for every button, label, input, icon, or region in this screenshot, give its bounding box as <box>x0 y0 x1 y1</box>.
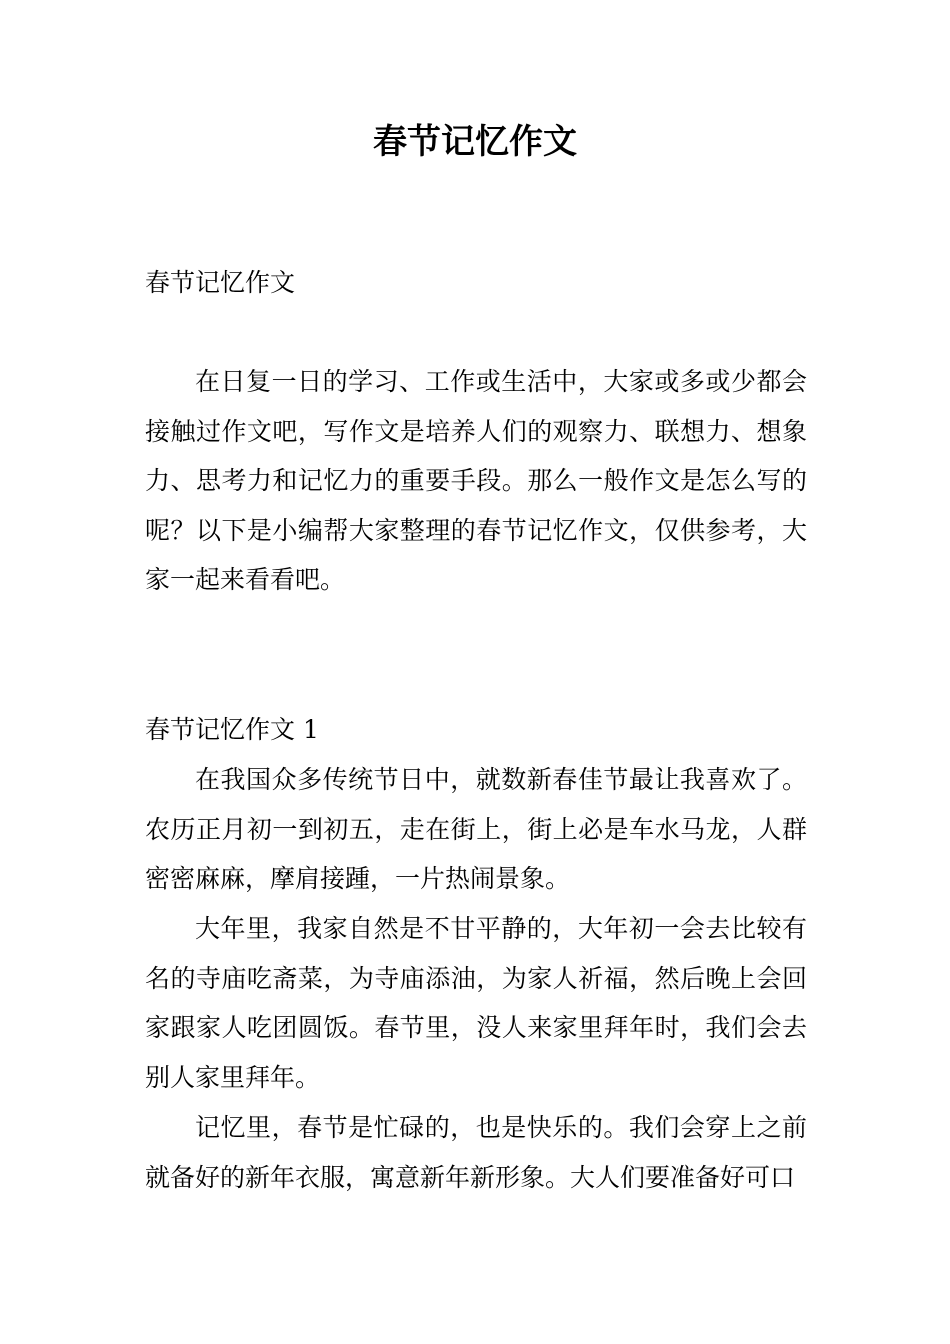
intro-paragraph: 在日复一日的学习、工作或生活中，大家或多或少都会接触过作文吧，写作文是培养人们的观察力、联想力、想象力、思考力和记忆力的重要手段。那么一般作文是怎么写的呢？以下是小编帮大家整理的春节记忆作文，仅供参考，大家一起来看看吧。 <box>145 367 807 594</box>
document-title: 春节记忆作文 <box>373 122 577 162</box>
section-heading: 春节记忆作文 1 <box>145 715 319 744</box>
body-paragraph-3: 记忆里，春节是忙碌的，也是快乐的。我们会穿上之前就备好的新年衣服，寓意新年新形象。大人们要准备好可口 <box>145 1113 807 1192</box>
document-subtitle: 春节记忆作文 <box>145 268 296 297</box>
body-paragraph-1: 在我国众多传统节日中，就数新春佳节最让我喜欢了。农历正月初一到初五，走在街上，街上必是车水马龙，人群密密麻麻，摩肩接踵，一片热闹景象。 <box>145 765 807 893</box>
body-paragraph-2: 大年里，我家自然是不甘平静的，大年初一会去比较有名的寺庙吃斋菜，为寺庙添油，为家人祈福，然后晚上会回家跟家人吃团圆饭。春节里，没人来家里拜年时，我们会去别人家里拜年。 <box>145 914 807 1092</box>
